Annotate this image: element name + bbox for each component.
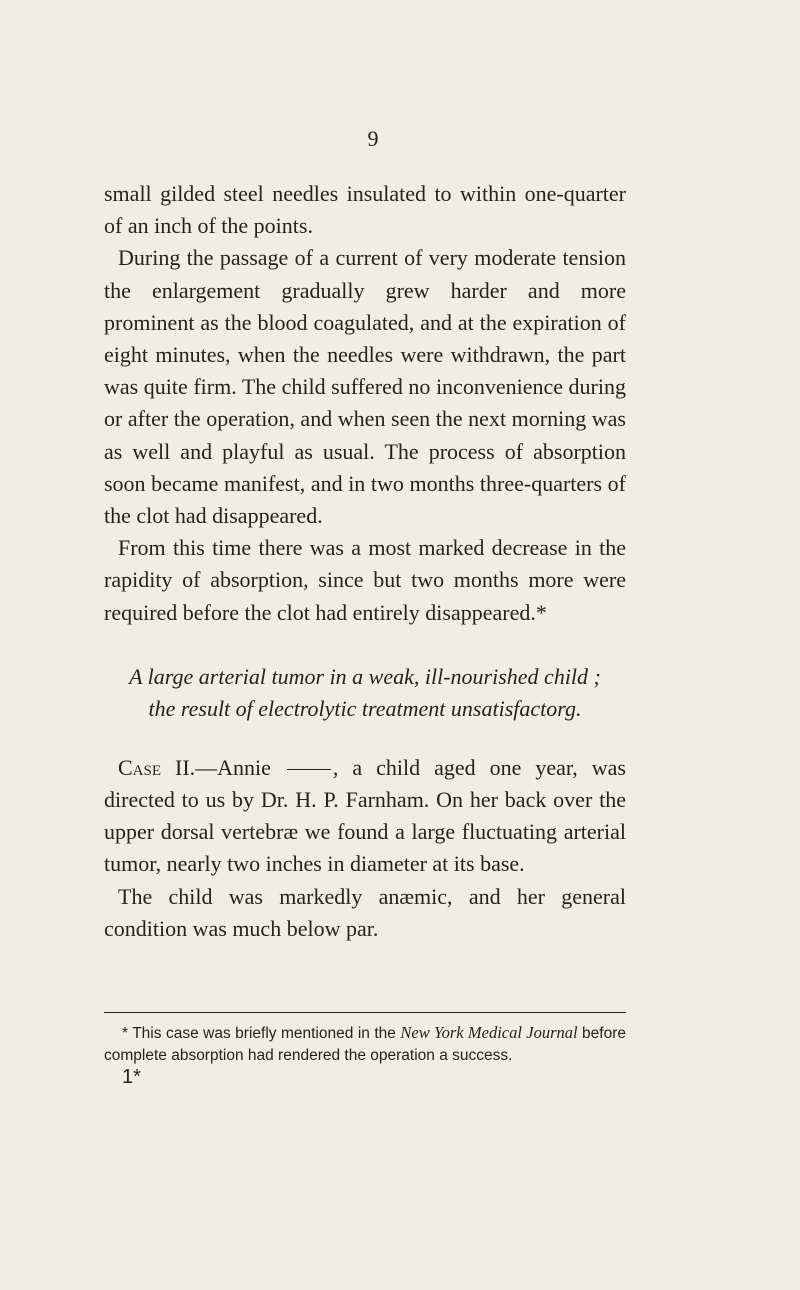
section-heading-line-1: A large arterial tumor in a weak, ill-nourished child ; [129,663,601,689]
paragraph-1: small gilded steel needles insulated to within one-quarter of an inch of the points. [104,181,626,239]
footnote-divider [104,1012,626,1013]
case-text: , a child aged one year, was directed to us by Dr. H. P. Farnham. On her back over the upper dorsal vertebræ we found a large fluctuating arterial tumor, nearly two inches in diameter at its base. [104,754,626,877]
paragraph-2: During the passage of a current of very moderate tension the enlargement gradually grew harder and more prominent as the blood coagulated, and at the expiration of eight minutes, when the needles were withdrawn, the part was quite firm. The child suffered no inconvenience during or after the operation, and when seen the next morning was as well and playful as usual. The process of absorption soon became manifest, and in two months three-quarters of the clot had disappeared. [104,245,626,529]
page-number: 9 [367,126,379,151]
footnote-rest: before complete absorption had rendered the operation a success. [104,1025,626,1064]
name-omission-dash [287,769,331,770]
case-paragraph [104,752,626,881]
case-intro: —Annie [195,754,271,780]
section-heading [104,661,626,725]
case-label: Case II. [118,754,196,780]
footnote-journal: New York Medical Journal [400,1023,578,1042]
closing-paragraph: The child was markedly anæmic, and her general condition was much below par. [104,883,626,941]
section-heading-line-2: the result of electrolytic treatment unsatisfactorg. [148,695,582,721]
footnote-lead: * This case was briefly mentioned in the [122,1025,396,1042]
footnote [104,1022,626,1067]
signature-mark: 1* [122,1066,141,1088]
body-text [104,178,626,945]
paragraph-3: From this time there was a most marked decrease in the rapidity of absorption, since but two months more were required before the clot had entirely disappeared.* [104,535,626,625]
